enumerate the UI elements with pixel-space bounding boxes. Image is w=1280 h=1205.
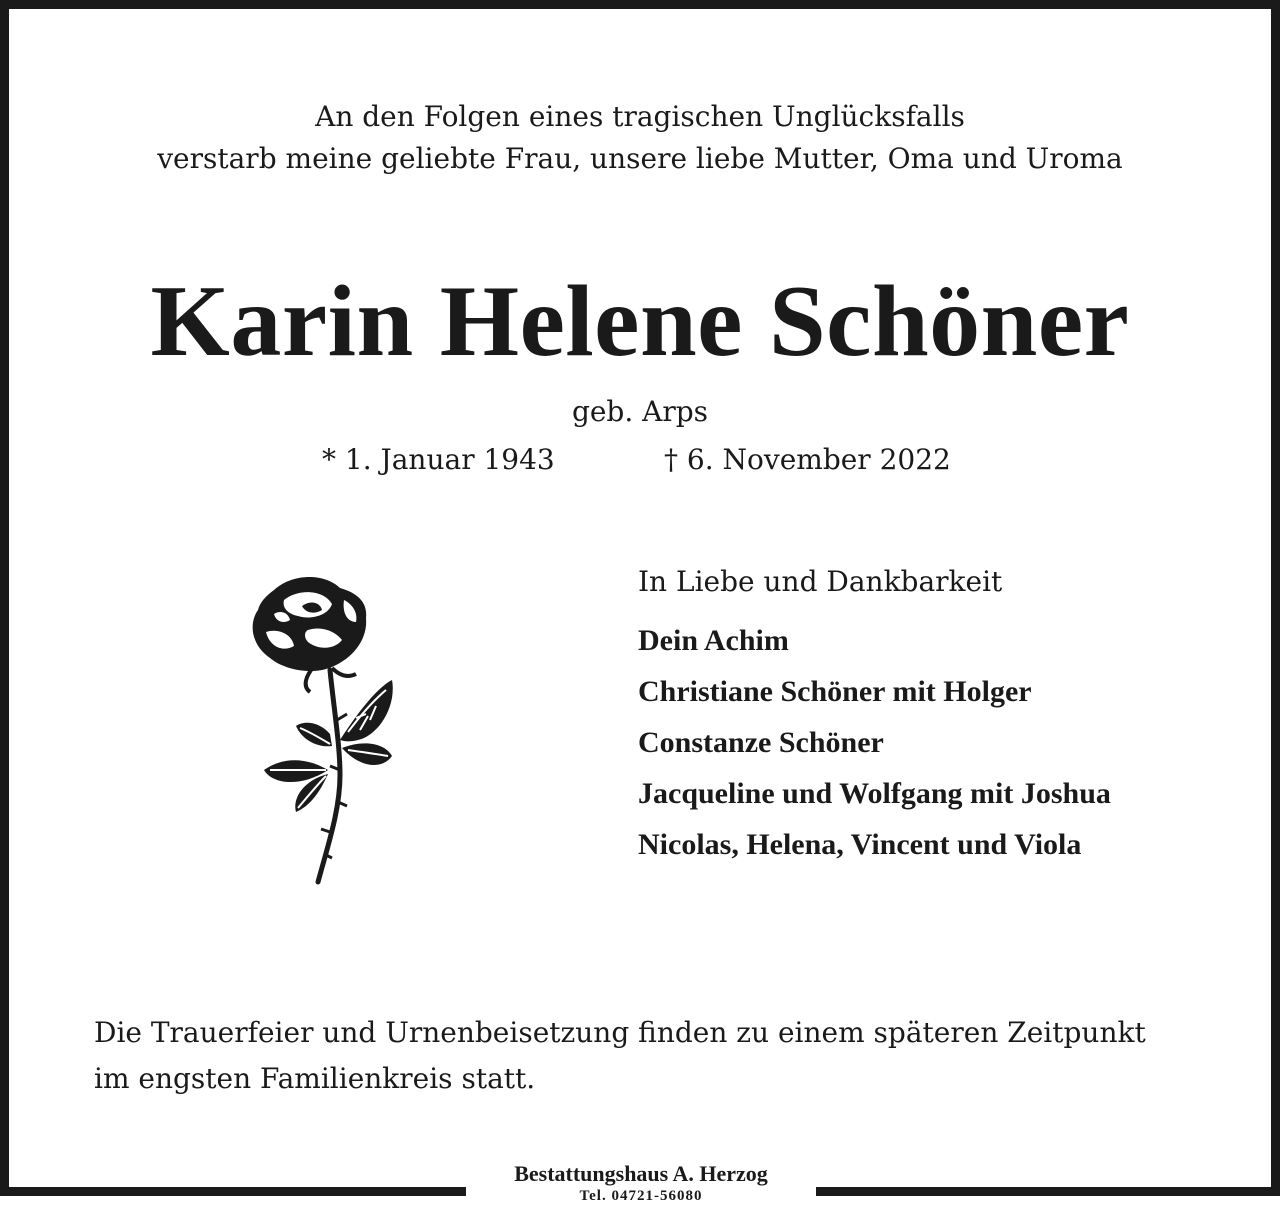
intro-text [0, 96, 1280, 180]
maiden-name: geb. Arps [571, 395, 709, 428]
death-date: † 6. November 2022 [664, 443, 951, 476]
mourner-name: Jacqueline und Wolfgang mit Joshua [638, 777, 1111, 810]
rose-icon [244, 570, 400, 886]
funeral-notice [94, 1010, 1214, 1102]
intro-line-1: An den Folgen eines tragischen Unglücksfalls [315, 100, 965, 133]
funeral-home-phone: Tel. 04721-56080 [579, 1188, 703, 1204]
mourner-name: Dein Achim [638, 624, 789, 657]
mourners-heading: In Liebe und Dankbarkeit [638, 565, 1003, 598]
mourners-list [638, 615, 1111, 870]
birth-date: * 1. Januar 1943 [322, 443, 555, 476]
funeral-home [466, 1160, 816, 1204]
mourner-name: Nicolas, Helena, Vincent und Viola [638, 828, 1082, 861]
border-bottom-right [816, 1187, 1280, 1196]
notice-line-1: Die Trauerfeier und Urnenbeisetzung finden zu einem späteren Zeitpunkt [94, 1016, 1146, 1049]
notice-line-2: im engsten Familienkreis statt. [94, 1062, 536, 1095]
funeral-home-name: Bestattungshaus A. Herzog [514, 1161, 768, 1186]
mourner-name: Constanze Schöner [638, 726, 884, 759]
border-top [0, 0, 1280, 9]
deceased-name: Karin Helene Schöner [150, 265, 1130, 378]
mourner-name: Christiane Schöner mit Holger [638, 675, 1032, 708]
border-bottom-left [0, 1187, 466, 1196]
intro-line-2: verstarb meine geliebte Frau, unsere liebe Mutter, Oma und Uroma [157, 142, 1123, 175]
